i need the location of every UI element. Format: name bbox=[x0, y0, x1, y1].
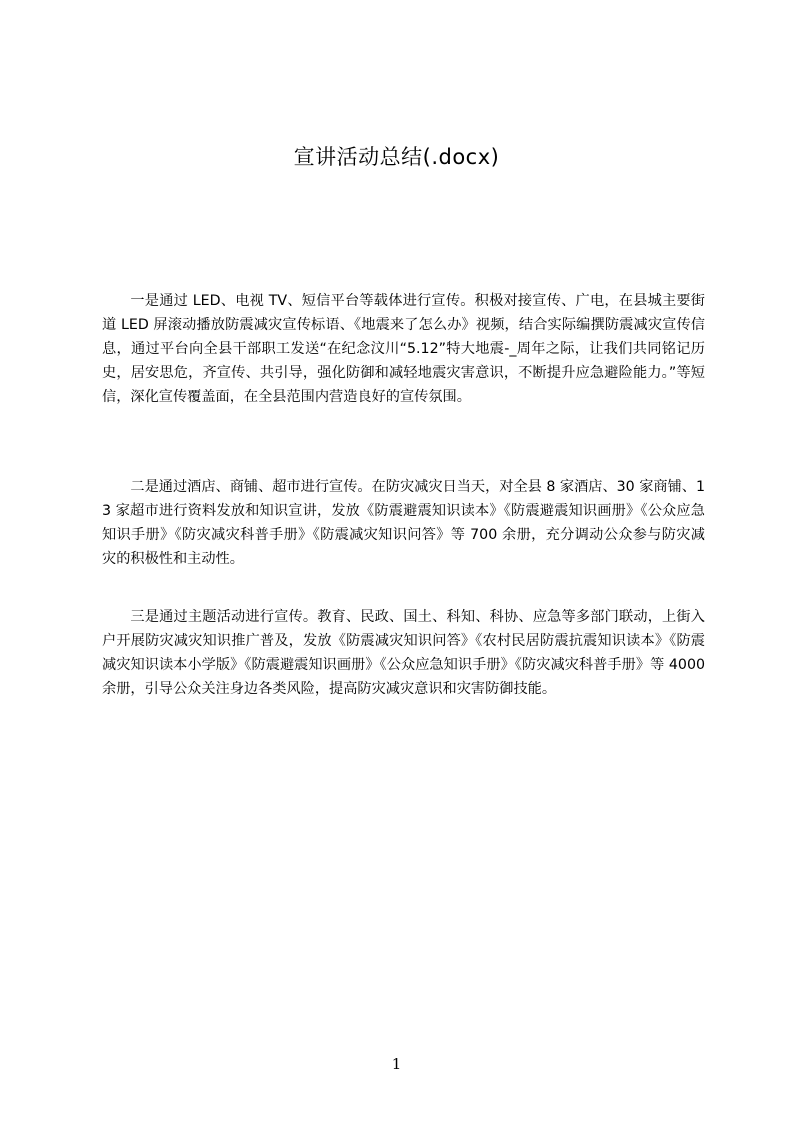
page-number: 1 bbox=[391, 1055, 402, 1073]
document-title: 宣讲活动总结(.docx) bbox=[293, 145, 500, 169]
paragraph-1-block bbox=[102, 289, 705, 409]
paragraph-hotel-promotion: 二是通过酒店、商铺、超市进行宣传。在防灾减灾日当天，对全县 8 家酒店、30 家商铺、13 家超市进行资料发放和知识宣讲，发放《防震避震知识读本》《防震避震知识画册》《公众应急知识手册》《防灾减灾科普手册》《防震减灾知识问答》等 700 余册，充分调动公众参与防灾减灾的积极性和主动性。 bbox=[102, 479, 705, 567]
paragraph-3-block bbox=[102, 605, 705, 701]
paragraph-2-block bbox=[102, 475, 705, 571]
paragraph-led-promotion: 一是通过 LED、电视 TV、短信平台等载体进行宣传。积极对接宣传、广电，在县城主要街道 LED 屏滚动播放防震减灾宣传标语、《地震来了怎么办》视频，结合实际编撰防震减灾宣传信息，通过平台向全县干部职工发送“在纪念汶川“5.12”特大地震-_周年之际，让我们共同铭记历史，居安思危，齐宣传、共引导，强化防御和减轻地震灾害意识，不断提升应急避险能力。”等短信，深化宣传覆盖面，在全县范围内营造良好的宣传氛围。 bbox=[102, 293, 705, 405]
paragraph-theme-activity: 三是通过主题活动进行宣传。教育、民政、国土、科知、科协、应急等多部门联动，上街入户开展防灾减灾知识推广普及，发放《防震减灾知识问答》《农村民居防震抗震知识读本》《防震减灾知识读本小学版》《防震避震知识画册》《公众应急知识手册》《防灾减灾科普手册》等 4000 余册，引导公众关注身边各类风险，提高防灾减灾意识和灾害防御技能。 bbox=[102, 609, 705, 697]
